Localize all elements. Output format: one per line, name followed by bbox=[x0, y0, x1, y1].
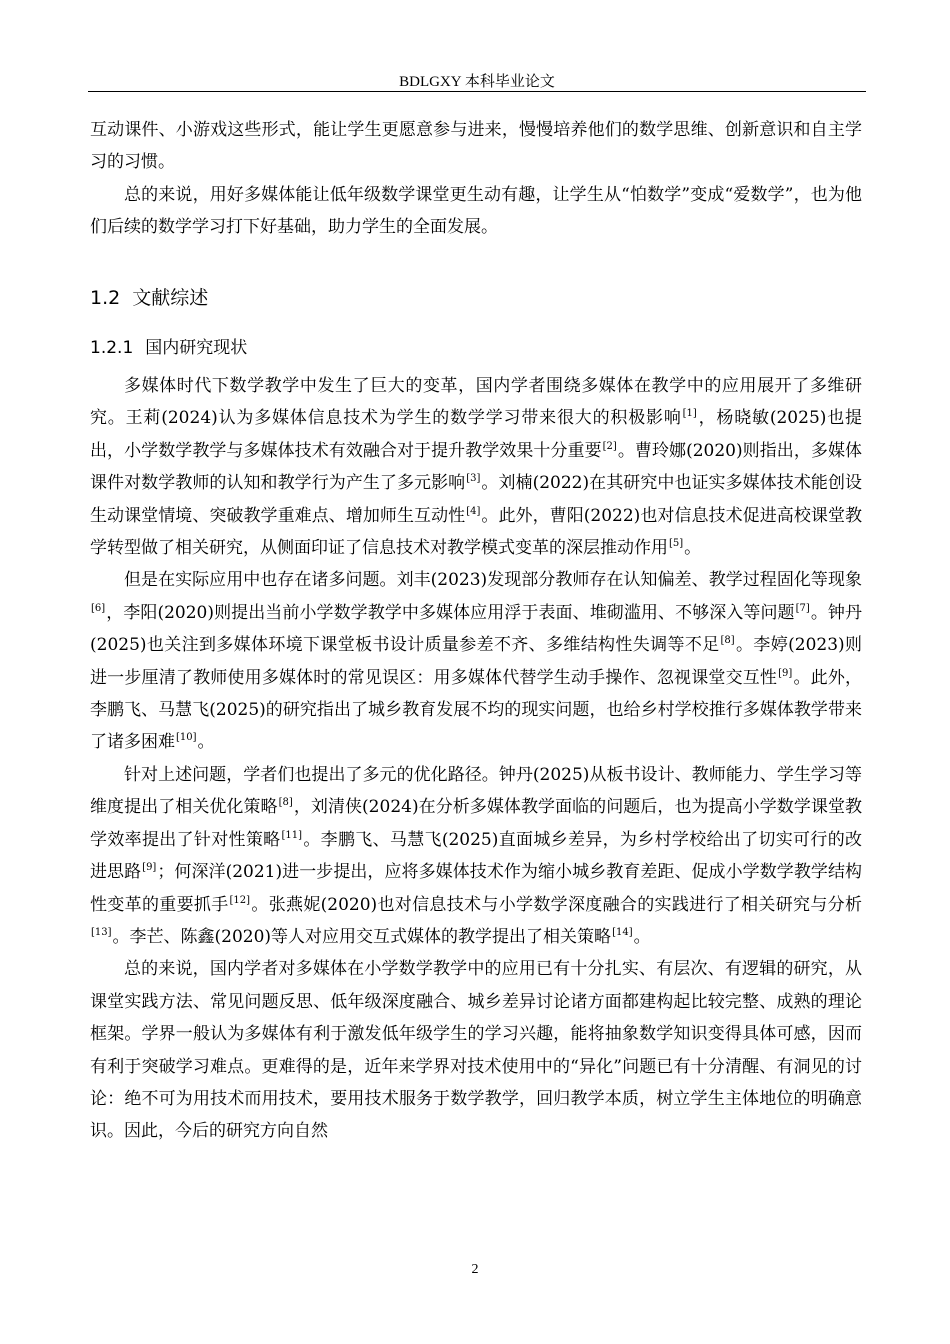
paragraph-text: 。 bbox=[684, 538, 702, 559]
citation-marker: [12] bbox=[229, 894, 251, 906]
citation-marker: [7] bbox=[795, 602, 810, 614]
paragraph-text: 针对上述问题，学者们也提出了多元的优化路径。钟丹(2025)从板书设计、教师能力、学生学习等维度提出了相关优化策略 bbox=[90, 764, 862, 818]
body-paragraph bbox=[90, 759, 862, 953]
page-number: 2 bbox=[471, 1262, 479, 1277]
intro-paragraph-continuation: 互动课件、小游戏这些形式，能让学生更愿意参与进来，慢慢培养他们的数学思维、创新意识和自主学习的习惯。 bbox=[90, 120, 862, 173]
section-heading bbox=[90, 285, 208, 311]
subsection-heading bbox=[90, 336, 247, 360]
citation-marker: [14] bbox=[612, 926, 633, 938]
body-paragraph bbox=[90, 564, 862, 758]
citation-marker: [10] bbox=[176, 732, 197, 744]
running-header: BDLGXY 本科毕业论文 bbox=[399, 74, 555, 90]
paragraph-text: 。李鹏飞、马慧飞(2025)直面城乡差异，为乡村学校给出了切实可行的改进思路 bbox=[90, 829, 863, 883]
paragraph-text: 。曹玲娜(2020)则指出，多媒体课件对数学教师的认知和教学行为产生了多元影响 bbox=[90, 440, 862, 494]
paragraph-text: 。此外，曹阳(2022)也对信息技术促进高校课堂教学转型做了相关研究，从侧面印证了信息技术对教学模式变革的深层推动作用 bbox=[90, 505, 862, 559]
body-paragraph bbox=[90, 370, 862, 564]
header-rule bbox=[88, 91, 866, 92]
citation-marker: [6] bbox=[91, 602, 106, 614]
citation-marker: [13] bbox=[91, 926, 112, 938]
subsection-number: 1.2.1 bbox=[90, 338, 134, 358]
paragraph-text: ；何深洋(2021)进一步提出，应将多媒体技术作为缩小城乡教育差距、促成小学数学教学结构性变革的重要抓手 bbox=[90, 862, 862, 915]
paragraph-text: 但是在实际应用中也存在诸多问题。刘丰(2023)发现部分教师存在认知偏差、教学过程固化等现象 bbox=[124, 570, 862, 591]
citation-marker: [3] bbox=[466, 473, 481, 485]
citation-marker: [4] bbox=[466, 505, 481, 517]
citation-marker: [8] bbox=[720, 635, 735, 647]
literature-review-body bbox=[90, 370, 862, 1148]
paragraph-text: 。李婷(2023)则进一步厘清了教师使用多媒体时的常见误区：用多媒体代替学生动手操作、忽视课堂交互性 bbox=[90, 635, 862, 688]
citation-marker: [8] bbox=[278, 797, 293, 809]
paragraph-text: 总的来说，国内学者对多媒体在小学数学教学中的应用已有十分扎实、有层次、有逻辑的研究，从课堂实践方法、常见问题反思、低年级深度融合、城乡差异讨论诸方面都建构起比较完整、成熟的理论框架。学界一般认为多媒体有利于激发低年级学生的学习兴趣，能将抽象数学知识变得具体可感，因而有利于突破学习难点。更难得的是，近年来学界对技术使用中的“异化”问题已有十分清醒、有洞见的讨论：绝不可为用技术而用技术，要用技术服务于数学教学，回归教学本质，树立学生主体地位的明确意识。因此，今后的研究方向自然 bbox=[90, 959, 862, 1142]
paragraph-text: 。 bbox=[197, 732, 215, 753]
paragraph-text: 。刘楠(2022)在其研究中也证实多媒体技术能创设生动课堂情境、突破教学重难点、增加师生互动性 bbox=[90, 473, 862, 526]
intro-paragraph-summary: 总的来说，用好多媒体能让低年级数学课堂更生动有趣，让学生从“怕数学”变成“爱数学”，也为他们后续的数学学习打下好基础，助力学生的全面发展。 bbox=[90, 184, 862, 238]
paragraph-text: 多媒体时代下数学教学中发生了巨大的变革，国内学者围绕多媒体在教学中的应用展开了多维研究。王莉(2024)认为多媒体信息技术为学生的数学学习带来很大的积极影响 bbox=[90, 376, 862, 429]
citation-marker: [9] bbox=[142, 862, 157, 874]
paragraph-text: 。 bbox=[633, 926, 651, 947]
section-number: 1.2 bbox=[90, 287, 121, 309]
paragraph-text: 。李芒、陈鑫(2020)等人对应用交互式媒体的教学提出了相关策略 bbox=[112, 926, 612, 947]
subsection-title: 国内研究现状 bbox=[145, 338, 248, 358]
citation-marker: [9] bbox=[778, 667, 793, 679]
citation-marker: [2] bbox=[602, 440, 617, 452]
paragraph-text: ，李阳(2020)则提出当前小学数学教学中多媒体应用浮于表面、堆砌滥用、不够深入等问题 bbox=[106, 602, 795, 623]
paragraph-text: 。钟丹(2025)也关注到多媒体环境下课堂板书设计质量参差不齐、多维结构性失调等不足 bbox=[90, 602, 863, 656]
paragraph-text: 。张燕妮(2020)也对信息技术与小学数学深度融合的实践进行了相关研究与分析 bbox=[251, 894, 863, 915]
citation-marker: [11] bbox=[281, 829, 303, 841]
citation-marker: [1] bbox=[682, 408, 697, 420]
intro-text bbox=[90, 114, 862, 244]
body-paragraph bbox=[90, 953, 862, 1147]
section-title: 文献综述 bbox=[132, 287, 209, 309]
paragraph-text: ，刘清侠(2024)在分析多媒体教学面临的问题后，也为提高小学数学课堂教学效率提出了针对性策略 bbox=[90, 797, 863, 850]
paragraph-text: ，杨晓敏(2025)也提出，小学数学教学与多媒体技术有效融合对于提升教学效果十分重要 bbox=[90, 408, 863, 461]
citation-marker: [5] bbox=[669, 538, 684, 550]
paragraph-text: 。此外，李鹏飞、马慧飞(2025)的研究指出了城乡教育发展不均的现实问题，也给乡村学校推行多媒体教学带来了诸多困难 bbox=[90, 667, 863, 753]
